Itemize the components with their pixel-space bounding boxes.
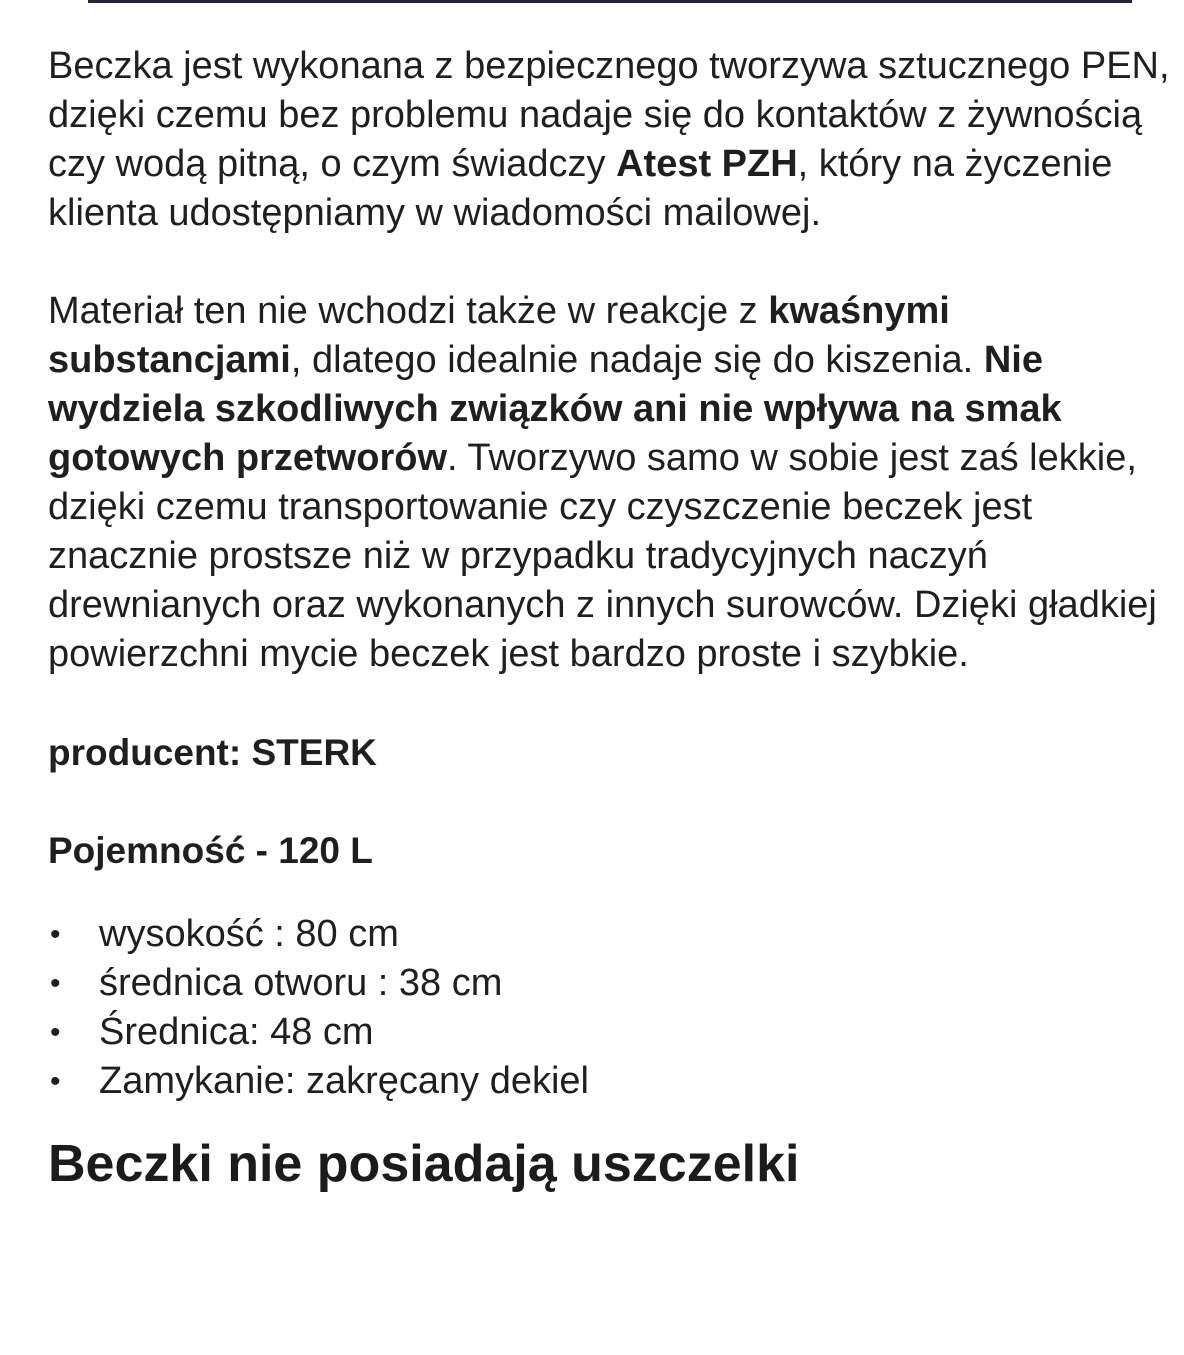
bold-text: Atest PZH bbox=[616, 143, 798, 185]
bullet-icon: • bbox=[50, 967, 61, 1000]
spec-text: średnica otworu : 38 cm bbox=[99, 962, 503, 1004]
bold-text: Nie wydziela szkodliwych związków ani nie wpływa na smak gotowych przetworów bbox=[48, 339, 1062, 479]
bullet-icon: • bbox=[50, 1016, 61, 1049]
producer-label: producent: STERK bbox=[48, 732, 377, 773]
bullet-icon: • bbox=[50, 1065, 61, 1098]
text: Materiał ten nie wchodzi także w reakcje z bbox=[48, 290, 769, 332]
description-paragraph-1 bbox=[48, 42, 1173, 238]
spec-text: Średnica: 48 cm bbox=[99, 1011, 374, 1053]
text: . Tworzywo samo w sobie jest zaś lekkie, dzięki czemu transportowanie czy czyszczenie beczek jest znacznie prostsze niż w przypadku tradycyjnych naczyń drewnianych oraz wykonanych z innych surowców. Dzięki gładkiej powierzchni mycie beczek jest bardzo proste i szybkie. bbox=[48, 437, 1157, 675]
section-heading: Beczki nie posiadają uszczelki bbox=[48, 1135, 800, 1193]
text: , dlatego idealnie nadaje się do kiszenia. bbox=[290, 339, 984, 381]
list-item bbox=[48, 1057, 1173, 1106]
top-divider bbox=[88, 0, 1132, 3]
capacity-label: Pojemność - 120 L bbox=[48, 830, 373, 871]
bold-text: kwaśnymi substancjami bbox=[48, 290, 950, 381]
spec-text: Zamykanie: zakręcany dekiel bbox=[99, 1060, 589, 1102]
description-paragraph-2 bbox=[48, 287, 1173, 679]
spec-text: wysokość : 80 cm bbox=[99, 913, 399, 955]
specs-list bbox=[48, 910, 1173, 1106]
list-item bbox=[48, 910, 1173, 959]
list-item bbox=[48, 1008, 1173, 1057]
text: Beczka jest wykonana z bezpiecznego tworzywa sztucznego PEN, dzięki czemu bez problemu nadaje się do kontaktów z żywnością czy wodą pitną, o czym świadczy bbox=[48, 45, 1170, 185]
bullet-icon: • bbox=[50, 918, 61, 951]
product-description bbox=[48, 42, 1173, 1195]
list-item bbox=[48, 959, 1173, 1008]
text: , który na życzenie klienta udostępniamy w wiadomości mailowej. bbox=[48, 143, 1113, 234]
